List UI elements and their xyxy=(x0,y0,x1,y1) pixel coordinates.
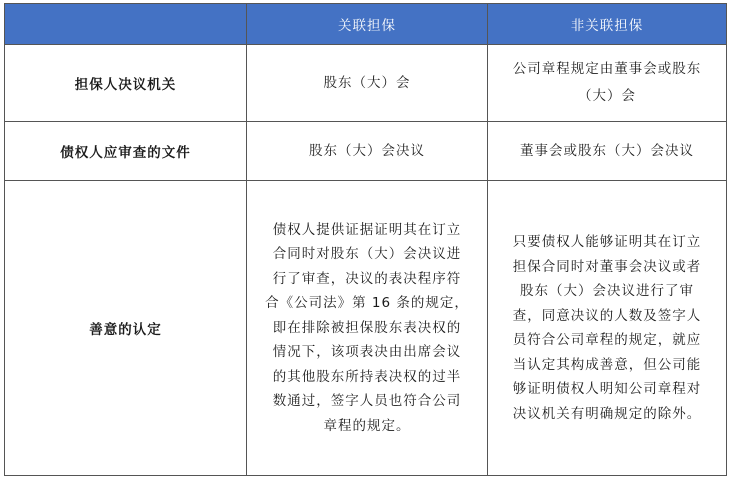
cell-related-documents xyxy=(247,122,488,181)
header-corner xyxy=(5,4,247,45)
table-row xyxy=(5,122,727,181)
cell-lines xyxy=(488,139,726,164)
header-non-related-guarantee: 非关联担保 xyxy=(488,4,727,45)
cell-non-related-good-faith xyxy=(488,181,727,476)
cell-lines xyxy=(247,139,487,164)
cell-line: 当认定其构成善意，但公司能 xyxy=(512,356,702,373)
row-label-good-faith: 善意的认定 xyxy=(5,181,247,476)
header-related-guarantee: 关联担保 xyxy=(247,4,488,45)
cell-line: 担保合同时对董事会决议或者 xyxy=(512,258,702,275)
cell-line: 查，同意决议的人数及签字人 xyxy=(512,307,702,324)
cell-lines xyxy=(498,230,716,426)
cell-line: 数通过，签字人员也符合公司 xyxy=(272,393,462,410)
cell-line: 即在排除被担保股东表决权的 xyxy=(272,319,462,336)
cell-line: 公司章程规定由董事会或股东 xyxy=(512,61,702,77)
row-label-resolution-body: 担保人决议机关 xyxy=(5,45,247,122)
table-row xyxy=(5,45,727,122)
cell-line: 员符合公司章程的规定，就应 xyxy=(512,332,702,348)
cell-line: 情况下，该项表决由出席会议 xyxy=(272,344,462,361)
cell-related-resolution-body xyxy=(247,45,488,122)
cell-line: 决议机关有明确规定的除外。 xyxy=(512,405,702,422)
cell-line: 股东（大）会决议 xyxy=(309,142,425,159)
cell-line: 债权人提供证据证明其在订立 xyxy=(272,221,462,238)
cell-lines xyxy=(264,218,470,439)
cell-related-good-faith xyxy=(247,181,488,476)
cell-lines xyxy=(494,56,720,110)
cell-non-related-resolution-body xyxy=(488,45,727,122)
cell-line: （大）会 xyxy=(578,88,636,104)
cell-line: 董事会或股东（大）会决议 xyxy=(520,142,694,159)
row-label-documents-to-review: 债权人应审查的文件 xyxy=(5,122,247,181)
cell-line: 股东（大）会决议进行了审 xyxy=(520,283,694,299)
cell-line: 只要债权人能够证明其在订立 xyxy=(512,234,702,250)
cell-line: 行了审查，决议的表决程序符 xyxy=(272,270,462,287)
table-row xyxy=(5,181,727,476)
cell-line: 合同时对股东（大）会决议进 xyxy=(272,246,462,263)
comparison-table xyxy=(4,3,727,476)
cell-line: 章程的规定。 xyxy=(323,417,411,434)
cell-line: 够证明债权人明知公司章程对 xyxy=(512,381,702,397)
cell-non-related-documents xyxy=(488,122,727,181)
header-row xyxy=(5,4,727,45)
cell-lines xyxy=(247,71,487,96)
cell-line: 的其他股东所持表决权的过半 xyxy=(272,368,462,385)
cell-line: 股东（大）会 xyxy=(323,74,411,91)
cell-line: 合《公司法》第 16 条的规定， xyxy=(265,295,469,312)
